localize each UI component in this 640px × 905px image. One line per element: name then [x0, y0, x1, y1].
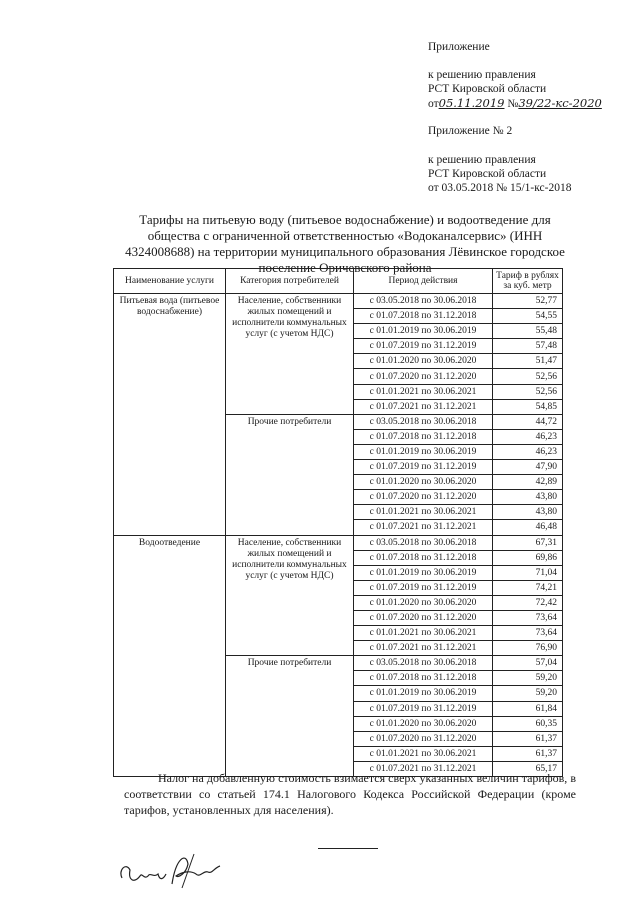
- tariff-cell: 76,90: [493, 641, 563, 656]
- service-name-cell: Питьевая вода (питьевое водоснабжение): [114, 294, 226, 536]
- tariff-cell: 51,47: [493, 354, 563, 369]
- period-cell: с 01.01.2021 по 30.06.2021: [354, 626, 493, 641]
- tariff-cell: 42,89: [493, 475, 563, 490]
- period-cell: с 01.07.2019 по 31.12.2019: [354, 701, 493, 716]
- period-cell: с 01.07.2021 по 31.12.2021: [354, 641, 493, 656]
- closing-rule: [318, 848, 378, 849]
- period-cell: с 01.01.2019 по 30.06.2019: [354, 686, 493, 701]
- tariff-cell: 55,48: [493, 324, 563, 339]
- period-cell: с 01.07.2020 по 31.12.2020: [354, 610, 493, 625]
- appendix-authority-line: РСТ Кировской области: [428, 83, 547, 95]
- period-cell: с 01.01.2019 по 30.06.2019: [354, 324, 493, 339]
- period-cell: с 01.01.2020 по 30.06.2020: [354, 716, 493, 731]
- category-cell: Население, собственники жилых помещений и исполнители коммунальных услуг (с учетом НДС): [226, 294, 354, 415]
- tariff-cell: 43,80: [493, 490, 563, 505]
- period-cell: с 03.05.2018 по 30.06.2018: [354, 535, 493, 550]
- tariff-table: [113, 268, 563, 777]
- period-cell: с 01.01.2021 по 30.06.2021: [354, 746, 493, 761]
- tariff-cell: 67,31: [493, 535, 563, 550]
- table-header-row: [114, 269, 563, 294]
- period-cell: с 03.05.2018 по 30.06.2018: [354, 414, 493, 429]
- period-cell: с 01.01.2020 по 30.06.2020: [354, 354, 493, 369]
- tariff-cell: 69,86: [493, 550, 563, 565]
- appendix2-date-line: от 03.05.2018 № 15/1-кс-2018: [428, 182, 572, 194]
- period-cell: с 01.07.2018 по 31.12.2018: [354, 671, 493, 686]
- period-cell: с 01.07.2019 по 31.12.2019: [354, 460, 493, 475]
- tariff-cell: 46,23: [493, 444, 563, 459]
- period-cell: с 01.07.2020 по 31.12.2020: [354, 369, 493, 384]
- number-prefix: №: [507, 98, 519, 110]
- date-prefix: от: [428, 98, 439, 110]
- tariff-cell: 73,64: [493, 626, 563, 641]
- tariff-cell: 46,23: [493, 429, 563, 444]
- period-cell: с 01.01.2019 по 30.06.2019: [354, 444, 493, 459]
- tariff-cell: 43,80: [493, 505, 563, 520]
- period-cell: с 01.07.2019 по 31.12.2019: [354, 580, 493, 595]
- appendix-decision-line: к решению правления: [428, 69, 536, 81]
- period-cell: с 01.07.2020 по 31.12.2020: [354, 731, 493, 746]
- service-name-cell: Водоотведение: [114, 535, 226, 777]
- period-cell: с 01.07.2019 по 31.12.2019: [354, 339, 493, 354]
- appendix-title: Приложение: [428, 41, 490, 53]
- tariff-cell: 54,55: [493, 309, 563, 324]
- period-cell: с 03.05.2018 по 30.06.2018: [354, 656, 493, 671]
- tariff-cell: 73,64: [493, 610, 563, 625]
- period-cell: с 01.07.2020 по 31.12.2020: [354, 490, 493, 505]
- tariff-cell: 61,37: [493, 746, 563, 761]
- handwritten-signature: [116, 848, 226, 898]
- appendix2-title: Приложение № 2: [428, 125, 513, 137]
- period-cell: с 01.01.2021 по 30.06.2021: [354, 505, 493, 520]
- tariff-cell: 71,04: [493, 565, 563, 580]
- period-cell: с 01.07.2021 по 31.12.2021: [354, 399, 493, 414]
- tariff-cell: 59,20: [493, 671, 563, 686]
- vat-note: Налог на добавленную стоимость взимается сверх указанных величин тарифов, в соответствии со статьей 174.1 Налогового Кодекса Российской Федерации (кроме тарифов, установленных для населения).: [124, 771, 576, 817]
- tariff-cell: 52,56: [493, 369, 563, 384]
- tariff-cell: 65,17: [493, 761, 563, 776]
- appendix2-decision-line: к решению правления: [428, 154, 536, 166]
- period-cell: с 01.01.2020 по 30.06.2020: [354, 475, 493, 490]
- tariff-cell: 52,56: [493, 384, 563, 399]
- tariff-cell: 47,90: [493, 460, 563, 475]
- handwritten-number: 39/22-кс-2020: [518, 96, 602, 110]
- tariff-cell: 61,37: [493, 731, 563, 746]
- document-title: Тарифы на питьевую воду (питьевое водоснабжение) и водоотведение для общества с ограниченной ответственностью «Водоканалсервис» (ИНН 4324008688) на территории муниципального образования Лёвинское городское поселение Оричевского района: [125, 212, 565, 275]
- category-cell: Прочие потребители: [226, 656, 354, 777]
- category-cell: Население, собственники жилых помещений и исполнители коммунальных услуг (с учетом НДС): [226, 535, 354, 656]
- tariff-cell: 72,42: [493, 595, 563, 610]
- period-cell: с 01.07.2021 по 31.12.2021: [354, 761, 493, 776]
- period-cell: с 01.01.2019 по 30.06.2019: [354, 565, 493, 580]
- table-row: [114, 294, 563, 309]
- header-period: Период действия: [354, 269, 493, 294]
- tariff-cell: 74,21: [493, 580, 563, 595]
- tariff-cell: 57,48: [493, 339, 563, 354]
- period-cell: с 01.01.2020 по 30.06.2020: [354, 595, 493, 610]
- header-category: Категория потребителей: [226, 269, 354, 294]
- table-row: [114, 535, 563, 550]
- period-cell: с 01.01.2021 по 30.06.2021: [354, 384, 493, 399]
- tariff-cell: 46,48: [493, 520, 563, 535]
- period-cell: с 01.07.2021 по 31.12.2021: [354, 520, 493, 535]
- appendix2-authority-line: РСТ Кировской области: [428, 168, 547, 180]
- tariff-cell: 54,85: [493, 399, 563, 414]
- tariff-cell: 52,77: [493, 294, 563, 309]
- tariff-cell: 60,35: [493, 716, 563, 731]
- period-cell: с 03.05.2018 по 30.06.2018: [354, 294, 493, 309]
- category-cell: Прочие потребители: [226, 414, 354, 535]
- appendix-date-line: [428, 96, 602, 111]
- period-cell: с 01.07.2018 по 31.12.2018: [354, 550, 493, 565]
- header-tariff: Тариф в рублях за куб. метр: [493, 269, 563, 294]
- tariff-cell: 44,72: [493, 414, 563, 429]
- tariff-cell: 57,04: [493, 656, 563, 671]
- tariff-cell: 59,20: [493, 686, 563, 701]
- handwritten-date: 05.11.2019: [438, 96, 505, 110]
- period-cell: с 01.07.2018 по 31.12.2018: [354, 429, 493, 444]
- tariff-cell: 61,84: [493, 701, 563, 716]
- header-service: Наименование услуги: [114, 269, 226, 294]
- period-cell: с 01.07.2018 по 31.12.2018: [354, 309, 493, 324]
